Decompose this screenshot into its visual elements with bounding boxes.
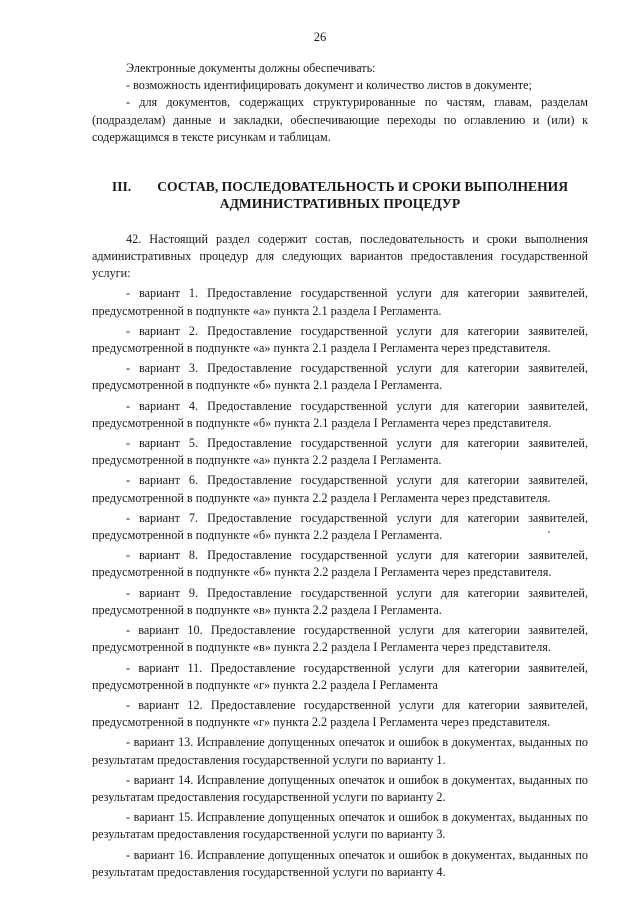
section-title-line2: АДМИНИСТРАТИВНЫХ ПРОЦЕДУР bbox=[219, 196, 461, 212]
variant-item: - вариант 1. Предоставление государственной услуги для категории заявителей, предусмотренной в подпункте «а» пункта 2.1 раздела I Регламента. bbox=[92, 286, 588, 318]
variant-item: - вариант 3. Предоставление государственной услуги для категории заявителей, предусмотренной в подпункте «б» пункта 2.1 раздела I Регламента. bbox=[92, 361, 588, 393]
intro-heading: Электронные документы должны обеспечивать: bbox=[126, 61, 376, 75]
variant-item: - вариант 12. Предоставление государственной услуги для категории заявителей, предусмотренной в подпункте «г» пункта 2.2 раздела I Регламента через представителя. bbox=[92, 697, 588, 730]
paragraph-42: 42. Настоящий раздел содержит состав, последовательность и сроки выполнения административных процедур для следующих вариантов предоставления государственной услуги: bbox=[92, 231, 588, 281]
variants-list bbox=[92, 285, 588, 881]
scan-speck bbox=[548, 531, 550, 533]
variant-item: - вариант 10. Предоставление государственной услуги для категории заявителей, предусмотренной в подпункте «в» пункта 2.2 раздела I Регламента через представителя. bbox=[92, 623, 588, 655]
section-heading bbox=[92, 178, 588, 213]
variant-item: - вариант 8. Предоставление государственной услуги для категории заявителей, предусмотренной в подпункте «б» пункта 2.2 раздела I Регламента через представителя. bbox=[92, 548, 588, 580]
variant-item: - вариант 9. Предоставление государственной услуги для категории заявителей, предусмотренной в подпункте «в» пункта 2.2 раздела I Регламента. bbox=[92, 585, 588, 617]
variant-item: - вариант 16. Исправление допущенных опечаток и ошибок в документах, выданных по результатам предоставления государственной услуги по варианту 4. bbox=[92, 847, 588, 879]
variant-item: - вариант 2. Предоставление государственной услуги для категории заявителей, предусмотренной в подпункте «а» пункта 2.1 раздела I Регламента через представителя. bbox=[92, 323, 588, 356]
section-title-line1: СОСТАВ, ПОСЛЕДОВАТЕЛЬНОСТЬ И СРОКИ ВЫПОЛНЕНИЯ bbox=[157, 179, 569, 195]
variant-item: - вариант 11. Предоставление государственной услуги для категории заявителей, предусмотренной в подпункте «г» пункта 2.2 раздела I Регламента bbox=[92, 660, 588, 692]
variant-item: - вариант 14. Исправление допущенных опечаток и ошибок в документах, выданных по результатам предоставления государственной услуги по варианту 2. bbox=[92, 772, 588, 804]
section-number: III. bbox=[111, 179, 132, 195]
intro-item-1: - возможность идентифицировать документ и количество листов в документе; bbox=[126, 78, 532, 93]
document-body bbox=[92, 60, 588, 881]
variant-item: - вариант 15. Исправление допущенных опечаток и ошибок в документах, выданных по результатам предоставления государственной услуги по варианту 3. bbox=[92, 810, 588, 842]
variant-item: - вариант 7. Предоставление государственной услуги для категории заявителей, предусмотренной в подпункте «б» пункта 2.2 раздела I Регламента. bbox=[92, 510, 588, 543]
variant-item: - вариант 6. Предоставление государственной услуги для категории заявителей, предусмотренной в подпункте «а» пункта 2.2 раздела I Регламента через представителя. bbox=[92, 473, 588, 505]
variant-item: - вариант 5. Предоставление государственной услуги для категории заявителей, предусмотренной в подпункте «а» пункта 2.2 раздела I Регламента. bbox=[92, 436, 588, 468]
intro-item-2: - для документов, содержащих структурированные по частям, главам, разделам (подразделам) данные и закладки, обеспечивающие переходы по оглавлению и (или) к содержащимся в тексте рисункам и таблицам. bbox=[92, 95, 588, 144]
variant-item: - вариант 13. Исправление допущенных опечаток и ошибок в документах, выданных по результатам предоставления государственной услуги по варианту 1. bbox=[92, 735, 588, 767]
variant-item: - вариант 4. Предоставление государственной услуги для категории заявителей, предусмотренной в подпункте «б» пункта 2.1 раздела I Регламента через представителя. bbox=[92, 398, 588, 430]
page-number: 26 bbox=[313, 30, 327, 44]
